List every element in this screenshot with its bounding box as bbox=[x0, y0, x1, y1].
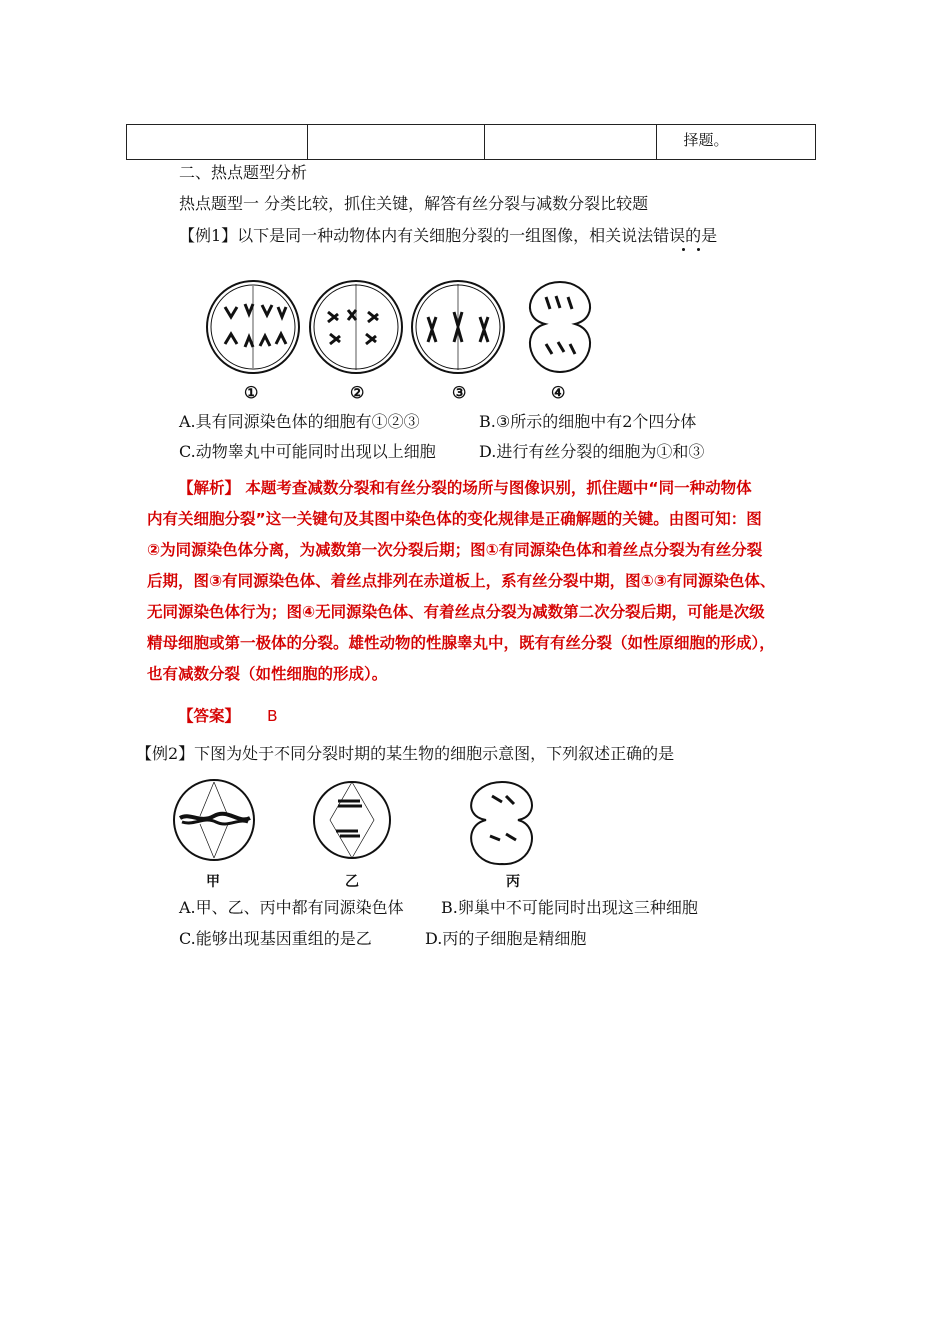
figure-label: ① bbox=[244, 383, 259, 402]
example2-option-b: B.卵巢中不可能同时出现这三种细胞 bbox=[441, 898, 698, 917]
figure-label: ④ bbox=[551, 383, 566, 402]
example1-option-a: A.具有同源染色体的细胞有①②③ bbox=[179, 412, 420, 431]
emphasis-dot bbox=[697, 248, 700, 251]
analysis-line: 内有关细胞分裂”这一关键句及其图中染色体的变化规律是正确解题的关键。由图可知：图 bbox=[147, 510, 762, 528]
table-cell bbox=[308, 125, 484, 159]
figure-label: 丙 bbox=[506, 874, 520, 890]
table-cell: 择题。 bbox=[683, 131, 729, 149]
figure-label: ② bbox=[350, 383, 365, 402]
example1-option-b: B.③所示的细胞中有2个四分体 bbox=[479, 412, 697, 431]
example1-option-c: C.动物睾丸中可能同时出现以上细胞 bbox=[179, 442, 436, 461]
example2-option-c: C.能够出现基因重组的是乙 bbox=[179, 929, 372, 948]
table-fragment bbox=[126, 124, 816, 160]
example1-stem: 【例1】以下是同一种动物体内有关细胞分裂的一组图像，相关说法错误的是 bbox=[179, 226, 718, 245]
example1-cell-figures bbox=[200, 272, 620, 382]
figure-label: 乙 bbox=[345, 874, 359, 890]
analysis-line: 无同源染色体行为；图④无同源染色体、有着丝点分裂为减数第二次分裂后期，可能是次级 bbox=[147, 603, 765, 621]
section-title: 二、热点题型分析 bbox=[179, 163, 308, 182]
figure-label: 甲 bbox=[206, 874, 220, 890]
answer-label: 【答案】 bbox=[178, 707, 241, 725]
example2-stem: 【例2】下图为处于不同分裂时期的某生物的细胞示意图，下列叙述正确的是 bbox=[136, 744, 675, 763]
analysis-line: ②为同源染色体分离，为减数第一次分裂后期；图①有同源染色体和着丝点分裂为有丝分裂 bbox=[147, 541, 763, 559]
analysis-line: 后期，图③有同源染色体、着丝点排列在赤道板上，系有丝分裂中期，图①③有同源染色体、 bbox=[147, 572, 776, 590]
example2-cell-figures bbox=[170, 776, 550, 871]
figure-label: ③ bbox=[452, 383, 467, 402]
answer-value: B bbox=[267, 707, 278, 725]
table-cell bbox=[485, 125, 658, 159]
emphasis-dot bbox=[682, 248, 685, 251]
example2-option-d: D.丙的子细胞是精细胞 bbox=[425, 929, 587, 948]
analysis-line: 也有减数分裂（如性细胞的形成）。 bbox=[147, 665, 388, 683]
hot-type-heading: 热点题型一 分类比较，抓住关键，解答有丝分裂与减数分裂比较题 bbox=[179, 194, 649, 213]
analysis-line: 精母细胞或第一极体的分裂。雄性动物的性腺睾丸中，既有有丝分裂（如性原细胞的形成）， bbox=[147, 634, 775, 652]
table-cell bbox=[127, 125, 308, 159]
example2-option-a: A.甲、乙、丙中都有同源染色体 bbox=[179, 898, 404, 917]
example1-option-d: D.进行有丝分裂的细胞为①和③ bbox=[479, 442, 705, 461]
analysis-line: 【解析】 本题考查减数分裂和有丝分裂的场所与图像识别，抓住题中“同一种动物体 bbox=[178, 479, 752, 497]
